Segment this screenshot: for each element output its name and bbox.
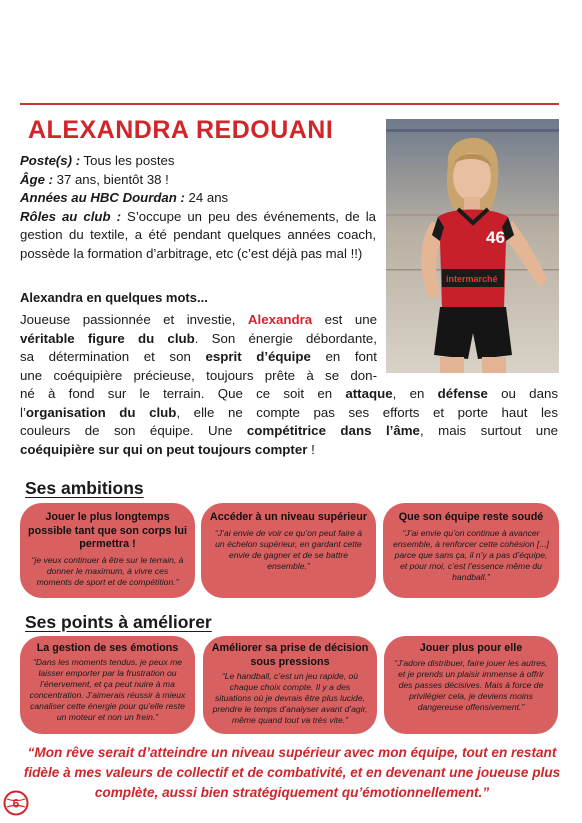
bio-highlight-name: Alexandra <box>247 312 313 327</box>
amelioration-card-2 <box>203 636 377 734</box>
age-value: 37 ans, bientôt 38 ! <box>52 171 169 187</box>
jersey-sponsor: intermarché <box>446 274 498 284</box>
player-name: ALEXANDRA REDOUANI <box>28 116 334 144</box>
bio-text: né à fond sur le terrain. Que ce soit en <box>20 386 346 401</box>
ambition-card-1 <box>20 503 195 598</box>
bio-text: couleurs de son équipe. Une <box>20 423 247 438</box>
amelioration-card-title: La gestion de ses émotions <box>36 642 179 654</box>
final-quote: “Mon rêve serait d’atteindre un niveau supérieur avec mon équipe, tout en restant fidèle à mes valeurs de collectif et de combativité, et en devenant une joueuse plus complète, aussi bien stratégiquement qu’émotionnellement.” <box>23 745 561 800</box>
bio-line-6 <box>20 404 558 423</box>
bio-line-1 <box>20 311 377 330</box>
page-number-badge <box>3 790 29 816</box>
ambition-card-title: Jouer le plus longtemps possible tant que son corps lui permettra ! <box>28 511 187 550</box>
bio-text: est une <box>312 312 377 327</box>
ambition-card-quote: “J’ai envie de voir ce qu’on peut faire à un échelon supérieur, en gardant cette envie de gagner et de se battre ensemble.” <box>214 527 363 571</box>
age-row <box>20 171 376 190</box>
poste-row <box>20 152 376 171</box>
page-number: 6 <box>12 796 20 811</box>
bio-text: l’ <box>20 404 26 420</box>
bio-text: ou dans <box>487 386 559 401</box>
annees-label: Années au HBC Dourdan : <box>20 190 185 205</box>
bio-text: une coéquipière précieuse, toujours prête à se don- <box>20 367 377 383</box>
amelioration-card-quote: “Dans les moments tendus, je peux me laisser emporter par la frustration ou l’énervement, et ça peut nuire à ma concentration. J’aimerais réussir à mieux canaliser cette énergie pour qu’elle reste un moteur et non un frein.” <box>29 656 186 722</box>
annees-value: 24 ans <box>184 190 229 205</box>
amelioration-card-title: Jouer plus pour elle <box>419 642 523 654</box>
bio-paragraph-top <box>20 311 377 385</box>
ambition-card-2 <box>201 503 376 598</box>
bio-text: , mais surtout une <box>419 423 558 438</box>
handball-icon <box>3 790 29 816</box>
amelioration-card-title: Améliorer sa prise de décision sous pressions <box>211 642 369 668</box>
bio-bold: coéquipière sur qui on peut toujours compter <box>20 441 308 457</box>
poste-value: Tous les postes <box>80 153 175 168</box>
ambition-card-3 <box>383 503 559 598</box>
amelioration-card-quote: “J’adore distribuer, faire jouer les autres, et je prends un plaisir immense à offrir des passes décisives. Mais à force de privilégier cela, je deviens moins dangereuse offensivement.” <box>394 657 548 712</box>
bio-bold: attaque <box>345 386 393 401</box>
ambition-card-title: Que son équipe reste soudé <box>398 511 544 523</box>
amelioration-card-3 <box>384 636 558 734</box>
bio-text: en font <box>310 349 378 364</box>
bio-text: , en <box>392 386 438 401</box>
poste-label: Poste(s) : <box>20 153 81 168</box>
bio-bold: esprit d’équipe <box>205 349 311 364</box>
amelioration-card-quote: “Le handball, c’est un jeu rapide, où chaque choix compte. Il y a des situations où je devrais être plus lucide, prendre le temps d’analyser avant d’agir, même quand tout va très vite.” <box>212 671 368 725</box>
roles-value: S’occupe un peu des événements, de la gestion du textile, a été pendant quelques années coach, possède la formation d’arbitrage, etc (c’est déjà pas mal !!) <box>20 208 376 261</box>
player-info <box>20 152 376 263</box>
ameliorations-title: Ses points à améliorer <box>25 612 212 632</box>
bio-bold: véritable figure du club <box>20 330 195 346</box>
age-label: Âge : <box>20 171 53 187</box>
annees-row <box>20 189 376 208</box>
bio-line-3 <box>20 348 377 367</box>
roles-label: Rôles au club : <box>20 208 121 224</box>
bio-text: ! <box>307 441 315 457</box>
bio-paragraph-bottom <box>20 385 558 459</box>
bio-bold: organisation du club <box>25 404 177 420</box>
player-photo <box>386 119 559 373</box>
roles-row <box>20 208 376 264</box>
ambitions-title: Ses ambitions <box>25 478 144 498</box>
bio-text: sa détermination et son <box>20 349 206 364</box>
ambition-card-quote: “J’ai envie qu’on continue à avancer ensemble, à renforcer cette cohésion [...] parce que sans ça, il n’y a pas d’équipe, et pour moi, c’est l’essence même du handball.” <box>393 527 549 582</box>
amelioration-card-1 <box>20 636 195 734</box>
player-photo-illustration <box>386 119 559 373</box>
jersey-number: 46 <box>486 228 505 247</box>
bio-line-4 <box>20 367 377 386</box>
bio-bold: compétitrice dans l’âme <box>246 423 420 438</box>
bio-bold: défense <box>437 386 488 401</box>
bio-title: Alexandra en quelques mots... <box>20 290 208 305</box>
top-divider <box>20 103 559 105</box>
ambition-card-quote: “je veux continuer à être sur le terrain, à donner le maximum, à vivre ces moments de sport et de compétition.” <box>31 554 184 587</box>
bio-text: Joueuse passionnée et investie, <box>20 312 248 327</box>
bio-text: , elle ne compte pas ses efforts et porte haut les <box>176 404 558 420</box>
ambition-card-title: Accéder à un niveau supérieur <box>209 511 368 523</box>
bio-line-2 <box>20 330 377 349</box>
bio-text: . Son énergie débordante, <box>194 330 377 346</box>
bio-line-7 <box>20 422 558 441</box>
bio-line-5 <box>20 385 558 404</box>
bio-line-8 <box>20 441 558 460</box>
